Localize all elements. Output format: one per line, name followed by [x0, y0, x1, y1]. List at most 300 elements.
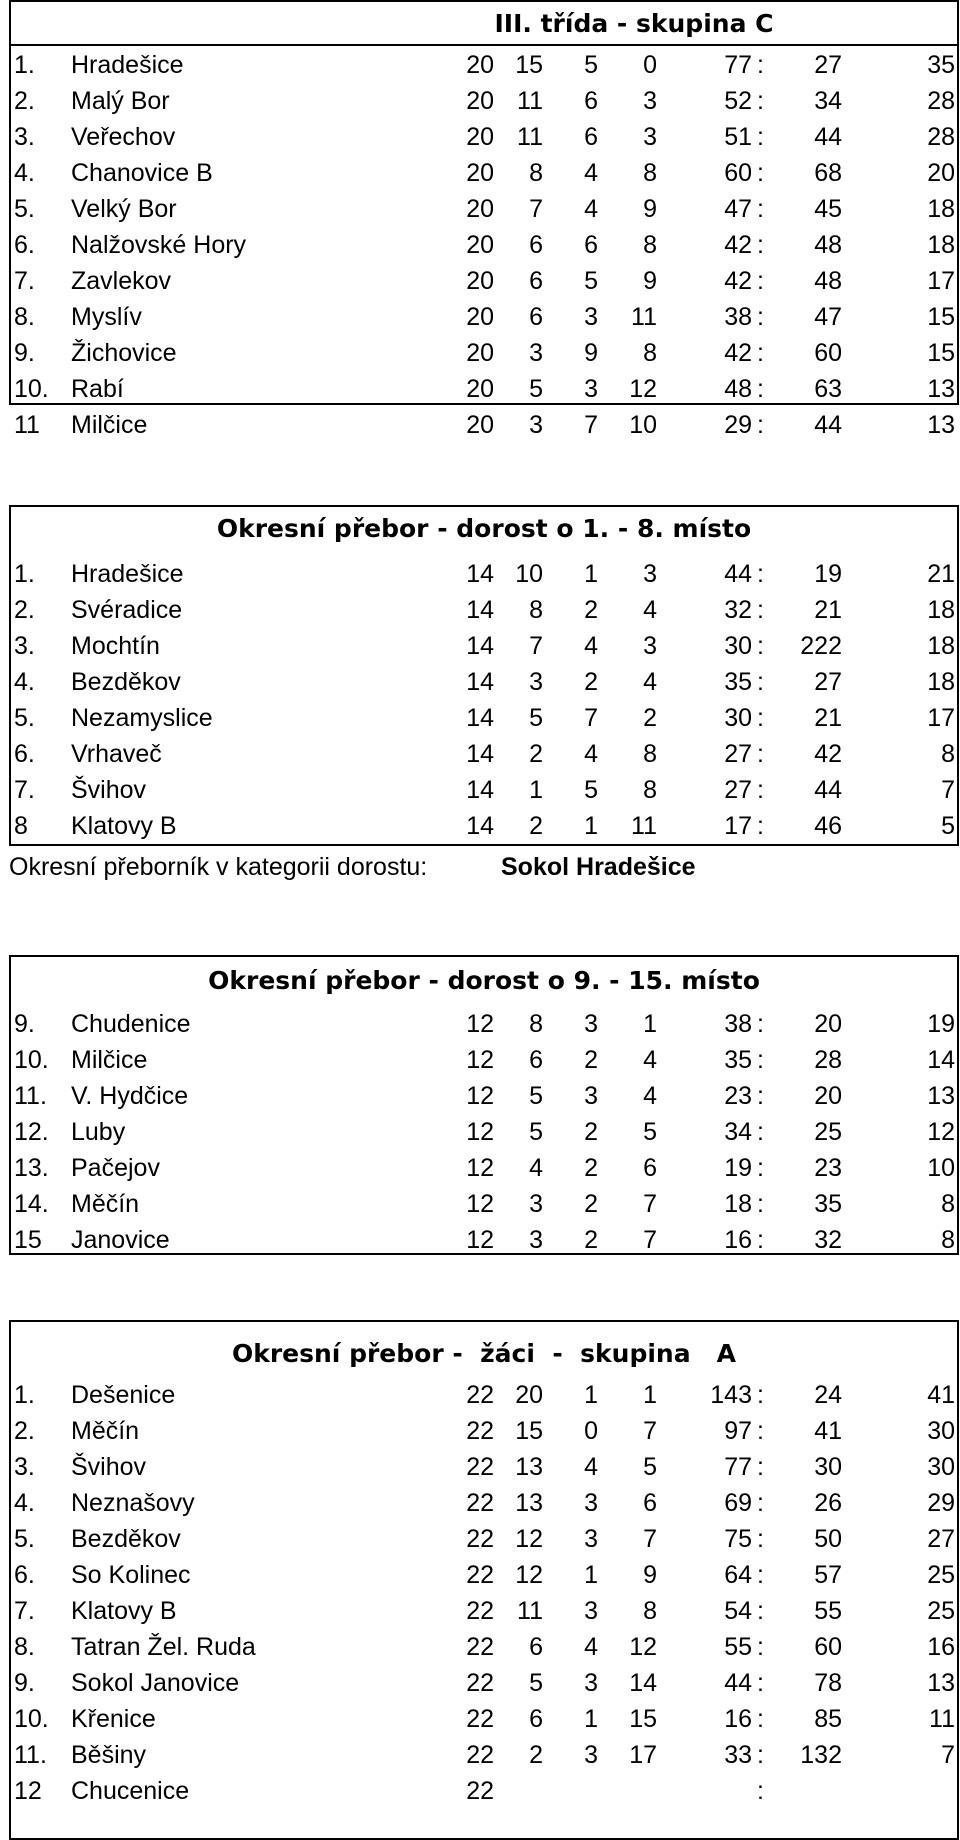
- table-row: [11, 1006, 957, 1042]
- table-row: [11, 191, 957, 227]
- cell-pts: 18: [927, 195, 955, 223]
- score-separator: :: [757, 231, 764, 259]
- cell-gf: 55: [724, 1633, 752, 1661]
- score-separator: :: [757, 339, 764, 367]
- cell-gf: 51: [724, 123, 752, 151]
- score-separator: :: [757, 1046, 764, 1074]
- cell-mp: 20: [466, 303, 494, 331]
- cell-rank: 5.: [14, 195, 35, 223]
- cell-l: 3: [643, 560, 657, 588]
- cell-gf: 47: [724, 195, 752, 223]
- table-row: [11, 1377, 957, 1413]
- cell-w: 11: [517, 87, 543, 115]
- cell-pts: 5: [941, 812, 955, 840]
- table-row: [11, 263, 957, 299]
- cell-mp: 20: [466, 339, 494, 367]
- cell-l: 6: [643, 1154, 657, 1182]
- cell-gf: 16: [724, 1705, 752, 1733]
- cell-l: 7: [643, 1525, 657, 1553]
- cell-team: Luby: [71, 1118, 126, 1146]
- cell-d: 6: [584, 231, 598, 259]
- cell-ga: 132: [800, 1741, 842, 1769]
- table-row: [11, 628, 957, 664]
- score-separator: :: [757, 776, 764, 804]
- cell-rank: 12.: [14, 1118, 49, 1146]
- table-row: [11, 1665, 957, 1701]
- cell-d: 3: [584, 375, 598, 403]
- cell-team: Klatovy B: [71, 812, 177, 840]
- table-row: [11, 119, 957, 155]
- table-row: [11, 1557, 957, 1593]
- table-row: [11, 1701, 957, 1737]
- cell-l: 1: [643, 1381, 657, 1409]
- cell-rank: 6.: [14, 740, 35, 768]
- score-separator: :: [757, 87, 764, 115]
- table-row: [11, 1078, 957, 1114]
- standings-table: [9, 0, 959, 439]
- cell-mp: 22: [466, 1777, 494, 1805]
- cell-w: 3: [529, 668, 543, 696]
- cell-rank: 2.: [14, 596, 35, 624]
- cell-d: 6: [584, 123, 598, 151]
- cell-gf: 19: [724, 1154, 752, 1182]
- cell-rank: 4.: [14, 159, 35, 187]
- cell-gf: 27: [724, 776, 752, 804]
- cell-d: 3: [584, 1669, 598, 1697]
- cell-d: 5: [584, 51, 598, 79]
- cell-w: 12: [515, 1561, 543, 1589]
- cell-gf: 42: [724, 231, 752, 259]
- cell-team: Klatovy B: [71, 1597, 177, 1625]
- cell-team: Hradešice: [71, 51, 184, 79]
- cell-w: 20: [515, 1381, 543, 1409]
- cell-team: Malý Bor: [71, 87, 170, 115]
- cell-mp: 22: [466, 1561, 494, 1589]
- cell-ga: 44: [814, 411, 842, 439]
- cell-rank: 3.: [14, 123, 35, 151]
- cell-team: Měčín: [71, 1190, 140, 1218]
- cell-l: 4: [643, 1046, 657, 1074]
- cell-team: V. Hydčice: [71, 1082, 189, 1110]
- score-separator: :: [757, 1489, 764, 1517]
- cell-ga: 44: [814, 776, 842, 804]
- table-row: [11, 1521, 957, 1557]
- cell-d: 5: [584, 776, 598, 804]
- cell-w: 3: [529, 411, 543, 439]
- cell-ga: 60: [814, 1633, 842, 1661]
- cell-gf: 30: [724, 632, 752, 660]
- cell-l: 17: [629, 1741, 657, 1769]
- cell-d: 4: [584, 740, 598, 768]
- cell-d: 3: [584, 1489, 598, 1517]
- cell-mp: 22: [466, 1489, 494, 1517]
- cell-ga: 27: [814, 51, 842, 79]
- cell-gf: 16: [724, 1226, 752, 1254]
- score-separator: :: [757, 159, 764, 187]
- cell-w: 8: [529, 159, 543, 187]
- cell-rank: 3.: [14, 1453, 35, 1481]
- cell-rank: 6.: [14, 1561, 35, 1589]
- cell-team: Myslív: [71, 303, 142, 331]
- cell-mp: 20: [466, 231, 494, 259]
- cell-mp: 22: [466, 1417, 494, 1445]
- cell-d: 1: [584, 1381, 598, 1409]
- cell-d: 3: [584, 1525, 598, 1553]
- cell-mp: 14: [466, 776, 494, 804]
- cell-gf: 35: [724, 1046, 752, 1074]
- cell-l: 8: [643, 776, 657, 804]
- cell-l: 9: [643, 267, 657, 295]
- cell-pts: 18: [927, 668, 955, 696]
- cell-l: 11: [631, 303, 657, 331]
- cell-team: Rabí: [71, 375, 124, 403]
- cell-gf: 32: [724, 596, 752, 624]
- cell-l: 14: [629, 1669, 657, 1697]
- cell-pts: 11: [929, 1705, 955, 1733]
- cell-ga: 42: [814, 740, 842, 768]
- cell-d: 4: [584, 1633, 598, 1661]
- cell-w: 13: [515, 1453, 543, 1481]
- cell-w: 2: [529, 1741, 543, 1769]
- cell-mp: 22: [466, 1741, 494, 1769]
- score-separator: :: [757, 375, 764, 403]
- cell-ga: 48: [814, 267, 842, 295]
- cell-w: 12: [515, 1525, 543, 1553]
- cell-mp: 14: [466, 740, 494, 768]
- cell-d: 3: [584, 1082, 598, 1110]
- cell-rank: 11.: [14, 1741, 47, 1769]
- table-row: [11, 371, 957, 407]
- table-row: [11, 736, 957, 772]
- cell-rank: 4.: [14, 668, 35, 696]
- cell-d: 3: [584, 303, 598, 331]
- cell-pts: 30: [927, 1453, 955, 1481]
- score-separator: :: [757, 560, 764, 588]
- cell-ga: 26: [814, 1489, 842, 1517]
- cell-gf: 77: [724, 51, 752, 79]
- cell-team: Nalžovské Hory: [71, 231, 247, 259]
- score-separator: :: [757, 123, 764, 151]
- cell-gf: 77: [724, 1453, 752, 1481]
- standings-section-iii-trida-c: [9, 0, 959, 439]
- cell-l: 0: [643, 51, 657, 79]
- cell-gf: 38: [724, 1010, 752, 1038]
- cell-pts: 14: [927, 1046, 955, 1074]
- cell-d: 3: [584, 1741, 598, 1769]
- cell-mp: 12: [466, 1010, 494, 1038]
- cell-l: 9: [643, 1561, 657, 1589]
- cell-rank: 12: [14, 1777, 42, 1805]
- cell-team: Nezamyslice: [71, 704, 213, 732]
- score-separator: :: [757, 812, 764, 840]
- rows: [11, 556, 957, 846]
- cell-mp: 14: [466, 596, 494, 624]
- cell-pts: 28: [927, 87, 955, 115]
- cell-rank: 1.: [14, 560, 35, 588]
- cell-pts: 29: [927, 1489, 955, 1517]
- cell-team: Žichovice: [71, 339, 177, 367]
- cell-d: 2: [584, 596, 598, 624]
- cell-d: 2: [584, 1118, 598, 1146]
- cell-d: 5: [584, 267, 598, 295]
- cell-l: 1: [643, 1010, 657, 1038]
- cell-team: Milčice: [71, 1046, 148, 1074]
- cell-rank: 7.: [14, 267, 35, 295]
- cell-w: 3: [529, 1226, 543, 1254]
- cell-l: 2: [643, 704, 657, 732]
- cell-mp: 22: [466, 1381, 494, 1409]
- cell-w: 1: [529, 776, 543, 804]
- cell-l: 4: [643, 596, 657, 624]
- cell-team: Pačejov: [71, 1154, 160, 1182]
- cell-pts: 15: [927, 303, 955, 331]
- cell-rank: 8: [14, 812, 28, 840]
- score-separator: :: [757, 1705, 764, 1733]
- cell-l: 7: [643, 1190, 657, 1218]
- cell-rank: 9.: [14, 1669, 35, 1697]
- cell-pts: 12: [927, 1118, 955, 1146]
- cell-pts: 7: [941, 776, 955, 804]
- score-separator: :: [757, 1381, 764, 1409]
- cell-mp: 22: [466, 1525, 494, 1553]
- cell-ga: 46: [814, 812, 842, 840]
- standings-table: [9, 505, 959, 846]
- score-separator: :: [757, 303, 764, 331]
- cell-l: 8: [643, 231, 657, 259]
- table-row: [11, 1114, 957, 1150]
- cell-w: 5: [529, 375, 543, 403]
- cell-ga: 57: [814, 1561, 842, 1589]
- section-title: Okresní přebor - žáci - skupina A: [231, 1339, 737, 1368]
- cell-ga: 85: [814, 1705, 842, 1733]
- cell-team: Švihov: [71, 776, 147, 804]
- cell-l: 10: [629, 411, 657, 439]
- score-separator: :: [757, 1669, 764, 1697]
- cell-mp: 14: [466, 812, 494, 840]
- cell-l: 3: [643, 123, 657, 151]
- cell-w: 5: [529, 704, 543, 732]
- cell-team: Vrhaveč: [71, 740, 162, 768]
- cell-pts: 19: [927, 1010, 955, 1038]
- table-row: [11, 664, 957, 700]
- rows: [11, 1006, 957, 1256]
- cell-l: 15: [629, 1705, 657, 1733]
- cell-ga: 20: [814, 1082, 842, 1110]
- cell-mp: 22: [466, 1453, 494, 1481]
- table-row: [11, 47, 957, 83]
- cell-d: 2: [584, 1226, 598, 1254]
- cell-team: Měčín: [71, 1417, 140, 1445]
- cell-rank: 11.: [14, 1082, 47, 1110]
- cell-d: 2: [584, 1190, 598, 1218]
- cell-l: 12: [629, 375, 657, 403]
- cell-mp: 22: [466, 1669, 494, 1697]
- table-row: [11, 299, 957, 335]
- cell-ga: 48: [814, 231, 842, 259]
- score-separator: :: [757, 1010, 764, 1038]
- cell-rank: 6.: [14, 231, 35, 259]
- cell-d: 3: [584, 1597, 598, 1625]
- cell-ga: 32: [814, 1226, 842, 1254]
- cell-w: 2: [529, 812, 543, 840]
- cell-pts: 17: [927, 704, 955, 732]
- cell-ga: 41: [814, 1417, 842, 1445]
- cell-team: Křenice: [71, 1705, 156, 1733]
- cell-team: Velký Bor: [71, 195, 177, 223]
- standings-section-dorost-9-15: [9, 955, 959, 1255]
- cell-mp: 14: [466, 560, 494, 588]
- score-separator: :: [757, 1226, 764, 1254]
- score-separator: :: [757, 632, 764, 660]
- cell-w: 10: [515, 560, 543, 588]
- cell-w: 8: [529, 596, 543, 624]
- cell-w: 11: [517, 123, 543, 151]
- cell-team: Veřechov: [71, 123, 176, 151]
- cell-w: 3: [529, 339, 543, 367]
- cell-mp: 20: [466, 267, 494, 295]
- cell-d: 3: [584, 1010, 598, 1038]
- cell-mp: 12: [466, 1154, 494, 1182]
- cell-pts: 8: [941, 1226, 955, 1254]
- table-row: [11, 808, 957, 844]
- cell-w: 15: [515, 51, 543, 79]
- cell-pts: 41: [927, 1381, 955, 1409]
- cell-rank: 11: [14, 411, 40, 439]
- cell-d: 4: [584, 195, 598, 223]
- cell-gf: 35: [724, 668, 752, 696]
- cell-mp: 12: [466, 1226, 494, 1254]
- table-row: [11, 1150, 957, 1186]
- cell-team: Bezděkov: [71, 668, 181, 696]
- cell-gf: 69: [724, 1489, 752, 1517]
- cell-w: 5: [529, 1669, 543, 1697]
- cell-pts: 13: [927, 411, 955, 439]
- cell-mp: 20: [466, 375, 494, 403]
- score-separator: :: [757, 267, 764, 295]
- cell-gf: 18: [724, 1190, 752, 1218]
- cell-d: 2: [584, 1046, 598, 1074]
- score-separator: :: [757, 1597, 764, 1625]
- cell-l: 4: [643, 668, 657, 696]
- cell-pts: 21: [927, 560, 955, 588]
- cell-d: 7: [584, 704, 598, 732]
- champion-name: Sokol Hradešice: [501, 853, 696, 881]
- score-separator: :: [757, 51, 764, 79]
- table-row: [11, 227, 957, 263]
- rows: [11, 47, 957, 439]
- cell-gf: 54: [724, 1597, 752, 1625]
- score-separator: :: [757, 1777, 764, 1805]
- cell-rank: 9.: [14, 1010, 35, 1038]
- cell-rank: 5.: [14, 704, 35, 732]
- cell-d: 9: [584, 339, 598, 367]
- table-row: [11, 1413, 957, 1449]
- cell-team: Běšiny: [71, 1741, 147, 1769]
- cell-l: 7: [643, 1226, 657, 1254]
- cell-pts: 30: [927, 1417, 955, 1445]
- cell-ga: 222: [800, 632, 842, 660]
- score-separator: :: [757, 1190, 764, 1218]
- cell-l: 4: [643, 1082, 657, 1110]
- cell-pts: 35: [927, 51, 955, 79]
- cell-d: 4: [584, 1453, 598, 1481]
- cell-l: 8: [643, 159, 657, 187]
- score-separator: :: [757, 1082, 764, 1110]
- cell-team: Tatran Žel. Ruda: [71, 1633, 256, 1661]
- cell-ga: 21: [814, 704, 842, 732]
- cell-w: 3: [529, 1190, 543, 1218]
- cell-rank: 9.: [14, 339, 35, 367]
- cell-rank: 1.: [14, 51, 35, 79]
- table-row: [11, 592, 957, 628]
- cell-rank: 10.: [14, 1046, 49, 1074]
- cell-rank: 2.: [14, 87, 35, 115]
- cell-pts: 28: [927, 123, 955, 151]
- score-separator: :: [757, 596, 764, 624]
- cell-ga: 44: [814, 123, 842, 151]
- cell-mp: 20: [466, 87, 494, 115]
- cell-mp: 20: [466, 51, 494, 79]
- table-row: [11, 407, 957, 443]
- cell-gf: 97: [724, 1417, 752, 1445]
- cell-l: 3: [643, 87, 657, 115]
- cell-team: Sokol Janovice: [71, 1669, 240, 1697]
- cell-gf: 34: [724, 1118, 752, 1146]
- title-divider: [11, 44, 957, 46]
- cell-team: Dešenice: [71, 1381, 176, 1409]
- standings-table: [9, 1320, 959, 1840]
- cell-pts: 16: [927, 1633, 955, 1661]
- cell-team: Mochtín: [71, 632, 160, 660]
- cell-rank: 8.: [14, 1633, 35, 1661]
- score-separator: :: [757, 195, 764, 223]
- cell-gf: 29: [724, 411, 752, 439]
- cell-pts: 27: [927, 1525, 955, 1553]
- cell-team: Chucenice: [71, 1777, 190, 1805]
- cell-team: Neznašovy: [71, 1489, 195, 1517]
- cell-team: Hradešice: [71, 560, 184, 588]
- cell-gf: 17: [724, 812, 752, 840]
- score-separator: :: [757, 704, 764, 732]
- champion-note-label: Okresní přeborník v kategorii dorostu:: [9, 853, 428, 881]
- cell-d: 6: [584, 87, 598, 115]
- cell-mp: 12: [466, 1118, 494, 1146]
- cell-pts: 8: [941, 740, 955, 768]
- cell-ga: 45: [814, 195, 842, 223]
- cell-rank: 13.: [14, 1154, 49, 1182]
- cell-w: 6: [529, 303, 543, 331]
- cell-w: 8: [529, 1010, 543, 1038]
- cell-d: 4: [584, 159, 598, 187]
- cell-l: 9: [643, 195, 657, 223]
- cell-rank: 4.: [14, 1489, 35, 1517]
- table-row: [11, 1593, 957, 1629]
- section-title: Okresní přebor - dorost o 9. - 15. místo: [208, 966, 760, 995]
- score-separator: :: [757, 1525, 764, 1553]
- cell-d: 2: [584, 668, 598, 696]
- cell-pts: 10: [927, 1154, 955, 1182]
- cell-ga: 50: [814, 1525, 842, 1553]
- cell-mp: 22: [466, 1633, 494, 1661]
- cell-team: Milčice: [71, 411, 148, 439]
- cell-w: 15: [515, 1417, 543, 1445]
- champion-note: [9, 849, 696, 885]
- cell-team: Bezděkov: [71, 1525, 181, 1553]
- cell-l: 3: [643, 632, 657, 660]
- table-row: [11, 335, 957, 371]
- section-title: Okresní přebor - dorost o 1. - 8. místo: [216, 514, 752, 543]
- cell-d: 1: [584, 812, 598, 840]
